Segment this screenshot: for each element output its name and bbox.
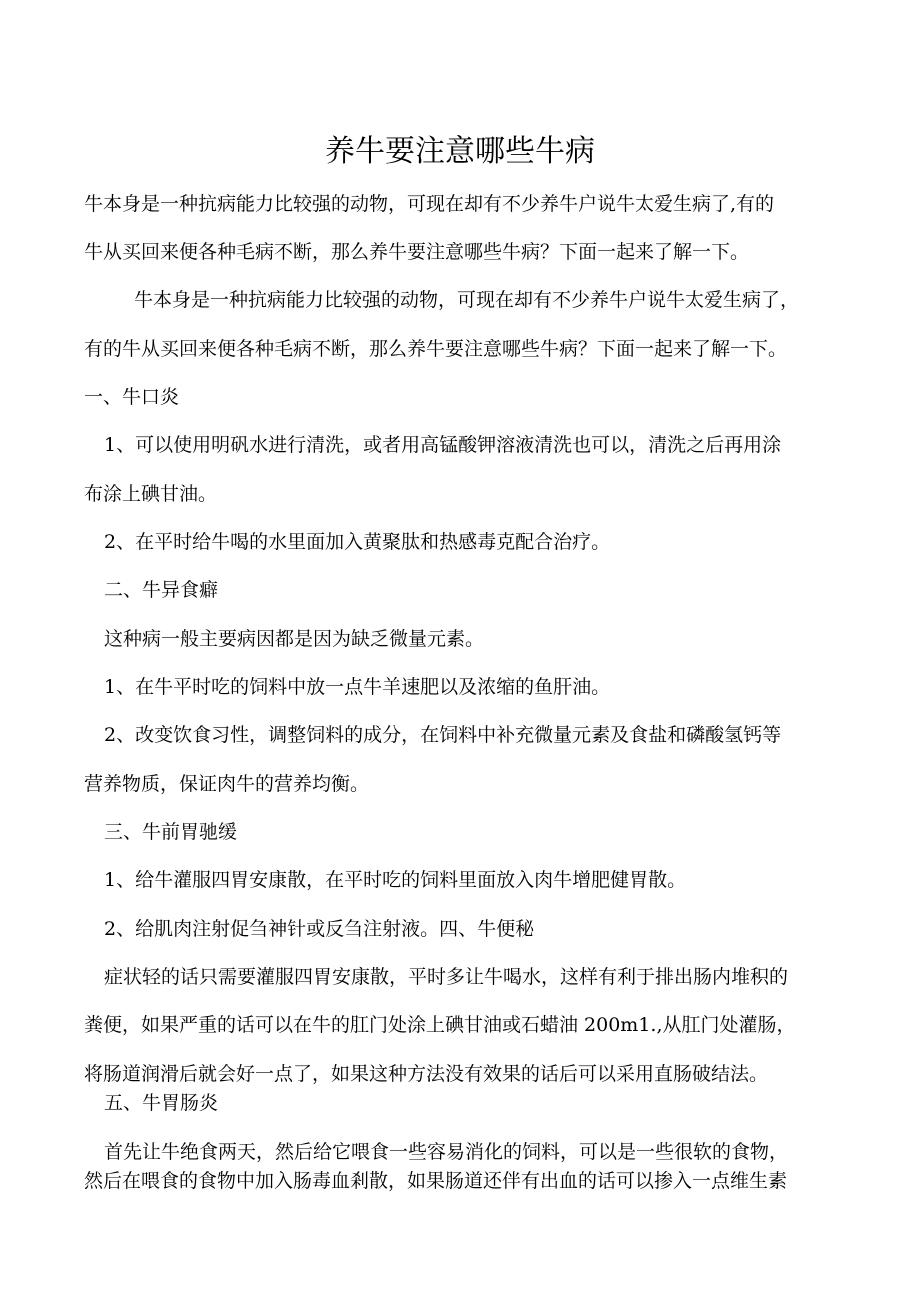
paragraph-line: 将肠道润滑后就会好一点了，如果这种方法没有效果的话后可以采用直肠破结法。 <box>84 1063 769 1085</box>
paragraph-line: 然后在喂食的食物中加入肠毒血剎散，如果肠道还伴有出血的话可以掺入一点维生素 <box>84 1170 788 1192</box>
paragraph-line: 布涂上碘甘油。 <box>84 483 218 505</box>
section-heading: 三、牛前胃驰缓 <box>104 821 238 843</box>
paragraph-line: 粪便，如果严重的话可以在牛的肛门处涂上碘甘油或石蜡油 200m1.,从肛门处灌肠， <box>84 1014 796 1036</box>
paragraph-line: 1、可以使用明矾水进行清洗，或者用高锰酸钾溶液清洗也可以，清洗之后再用涂 <box>104 434 782 456</box>
paragraph-line: 症状轻的话只需要灌服四胃安康散，平时多让牛喝水，这样有利于排出肠内堆积的 <box>104 966 789 988</box>
paragraph-line: 有的牛从买回来便各种毛病不断，那么养牛要注意哪些牛病？下面一起来了解一下。 <box>84 338 788 360</box>
paragraph-line: 牛本身是一种抗病能力比较强的动物，可现在却有不少养牛户说牛太爱生病了,有的 <box>84 193 775 215</box>
section-heading: 二、牛异食癖 <box>104 579 219 601</box>
paragraph-line: 这种病一般主要病因都是因为缺乏微量元素。 <box>104 628 485 650</box>
document-title: 养牛要注意哪些牛病 <box>325 134 595 169</box>
section-heading: 五、牛胃肠炎 <box>104 1092 219 1114</box>
paragraph-line: 牛本身是一种抗病能力比较强的动物，可现在却有不少养牛户说牛太爱生病了， <box>134 289 800 311</box>
paragraph-line: 1、在牛平时吃的饲料中放一点牛羊速肥以及浓缩的鱼肝油。 <box>104 676 611 698</box>
paragraph-line: 2、给肌肉注射促刍神针或反刍注射液。四、牛便秘 <box>104 918 535 940</box>
paragraph-line: 2、改变饮食习性，调整饲料的成分，在饲料中补充微量元素及食盐和磷酸氢钙等 <box>104 724 782 746</box>
paragraph-line: 营养物质，保证肉牛的营养均衡。 <box>84 773 370 795</box>
section-heading: 一、牛口炎 <box>84 386 180 408</box>
paragraph-line: 1、给牛灌服四胃安康散，在平时吃的饲料里面放入肉牛增肥健胃散。 <box>104 869 687 891</box>
paragraph-line: 2、在平时给牛喝的水里面加入黄聚肽和热感毒克配合治疗。 <box>104 531 611 553</box>
paragraph-line: 牛从买回来便各种毛病不断，那么养牛要注意哪些牛病？下面一起来了解一下。 <box>84 241 750 263</box>
paragraph-line: 首先让牛绝食两天，然后给它喂食一些容易消化的饲料，可以是一些很软的食物， <box>104 1141 789 1163</box>
